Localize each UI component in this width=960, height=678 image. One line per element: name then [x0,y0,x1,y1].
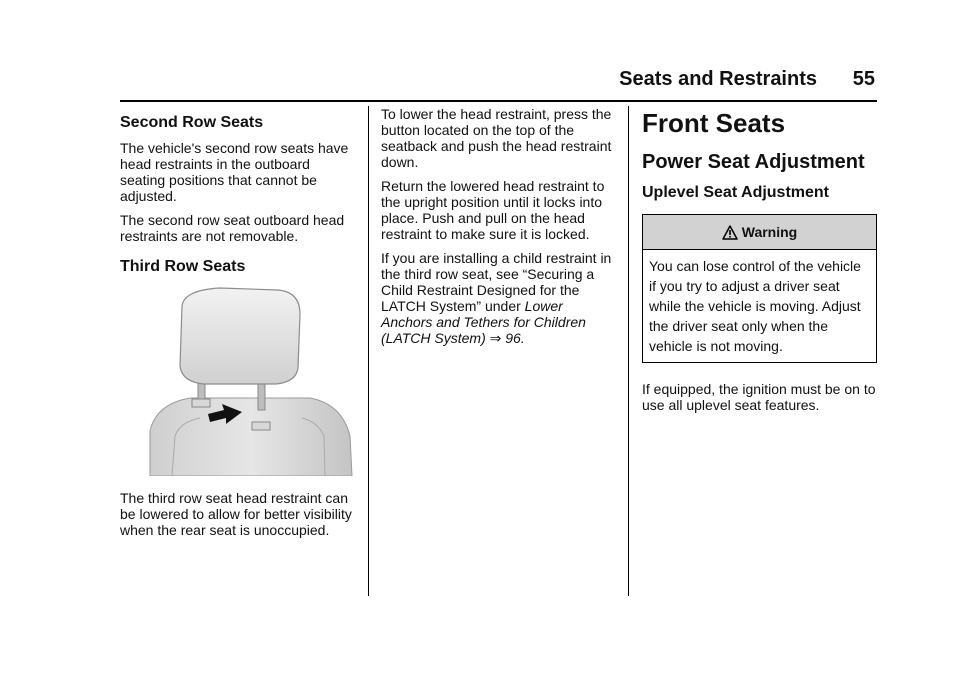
column-divider [628,106,629,596]
paragraph: To lower the head restraint, press the button located on the top of the seatback and push the head restraint down. [381,106,612,170]
section-title: Seats and Restraints [619,68,817,90]
column-left [120,106,356,546]
page-header [120,60,877,102]
paragraph: The second row seat outboard head restraints are not removable. [120,212,345,244]
page-reference-icon: ⇒ [489,330,502,346]
cross-reference-page[interactable]: 96. [505,330,525,346]
head-restraint-illustration [120,286,356,476]
uplevel-seat-adjustment-heading: Uplevel Seat Adjustment [642,184,830,201]
warning-triangle-icon [722,225,738,240]
power-seat-adjustment-heading: Power Seat Adjustment [642,151,865,173]
third-row-seats-heading: Third Row Seats [120,258,246,275]
column-middle [381,106,617,354]
paragraph: Return the lowered head restraint to the upright position until it locks into place. Push and pull on the head restraint to make sure it is locked. [381,178,605,242]
warning-box [642,214,877,363]
front-seats-heading: Front Seats [642,108,786,138]
paragraph: The third row seat head restraint can be lowered to allow for better visibility when the rear seat is unoccupied. [120,490,352,538]
warning-header [643,215,876,250]
cross-reference-title[interactable]: Lower Anchors and Tethers for Children (LATCH System) [381,298,586,346]
paragraph-text: If you are installing a child restraint in the third row seat, see “Securing a Child Restraint Designed for the LATCH System” under [381,250,612,314]
warning-title: Warning [741,224,798,240]
paragraph: The vehicle's second row seats have head restraints in the outboard seating positions that cannot be adjusted. [120,140,349,204]
warning-text: You can lose control of the vehicle if you try to adjust a driver seat while the vehicle is moving. Adjust the driver seat only when the vehicle is not moving. [649,258,861,354]
second-row-seats-heading: Second Row Seats [120,114,264,131]
column-right [642,106,877,421]
page-number: 55 [852,68,875,90]
paragraph: If equipped, the ignition must be on to use all uplevel seat features. [642,381,876,413]
head-restraint-image [120,286,356,476]
column-divider [368,106,369,596]
latch-reference-paragraph [381,250,617,346]
